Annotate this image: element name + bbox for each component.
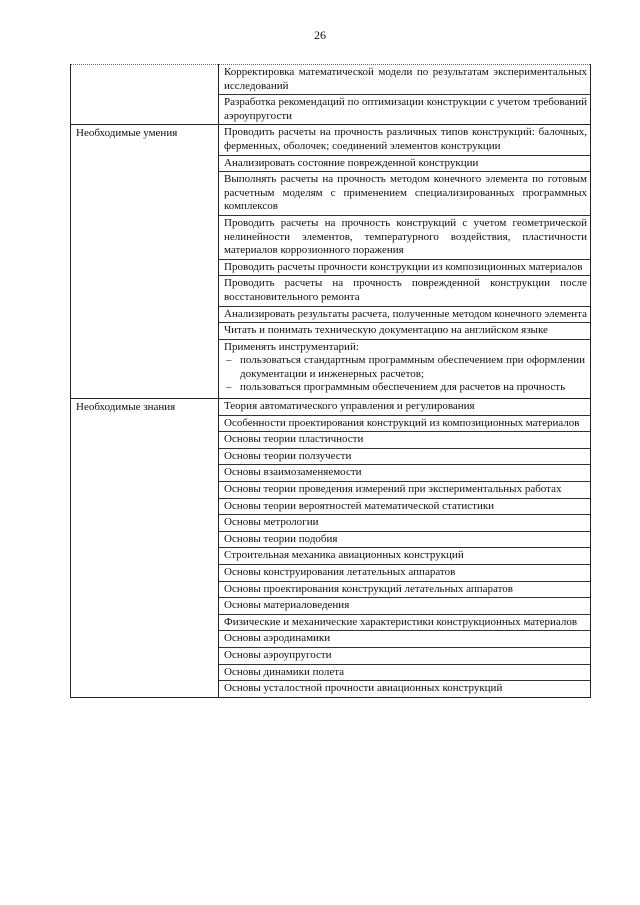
list-item: Основы усталостной прочности авиационных конструкций xyxy=(224,682,503,695)
list-item: Особенности проектирования конструкций из композиционных материалов xyxy=(219,416,590,433)
list-item: Основы теории ползучести xyxy=(219,449,590,466)
list-item: Основы теории подобия xyxy=(219,532,590,549)
list-item: Основы аэроупругости xyxy=(219,648,590,665)
list-item: Основы конструирования летательных аппаратов xyxy=(219,565,590,582)
list-item: Проводить расчеты на прочность поврежденной конструкции после восстановительного ремонта xyxy=(219,276,590,306)
list-item: Разработка рекомендаций по оптимизации конструкции с учетом требований аэроупругости xyxy=(224,96,587,122)
bullet-item xyxy=(224,381,587,395)
list-item: Проводить расчеты на прочность различных типов конструкций: балочных, ферменных, оболочек; соединений элементов конструкции xyxy=(219,125,590,155)
list-item: Корректировка математической модели по результатам экспериментальных исследований xyxy=(219,65,590,95)
tools-intro: Применять инструментарий: xyxy=(224,340,359,353)
list-item: Анализировать состояние поврежденной конструкции xyxy=(219,156,590,173)
bullet-item xyxy=(224,354,587,381)
table-row xyxy=(71,125,591,399)
list-item: Анализировать результаты расчета, полученные методом конечного элемента xyxy=(219,307,590,324)
page-number: 26 xyxy=(314,28,326,42)
list-item: Основы теории вероятностей математической статистики xyxy=(219,499,590,516)
list-item: Основы проектирования конструкций летательных аппаратов xyxy=(219,582,590,599)
list-item: Основы динамики полета xyxy=(219,665,590,682)
list-item: Строительная механика авиационных конструкций xyxy=(219,548,590,565)
list-item: Основы материаловедения xyxy=(219,598,590,615)
row-label xyxy=(71,65,219,125)
table-row xyxy=(71,65,591,125)
row-label: Необходимые умения xyxy=(71,125,219,399)
dash-bullet-icon: – xyxy=(226,354,232,367)
list-item: Читать и понимать техническую документацию на английском языке xyxy=(219,323,590,340)
items-cell xyxy=(219,65,591,125)
items-cell xyxy=(219,125,591,399)
list-item: Основы теории проведения измерений при экспериментальных работах xyxy=(219,482,590,499)
table-row xyxy=(71,399,591,698)
items-cell xyxy=(219,399,591,698)
bullet-text: пользоваться стандартным программным обеспечением при оформлении документации и инженерных расчетов; xyxy=(240,354,585,380)
list-item: Теория автоматического управления и регулирования xyxy=(219,399,590,416)
list-item: Проводить расчеты прочности конструкции из композиционных материалов xyxy=(219,260,590,277)
list-item: Основы аэродинамики xyxy=(219,631,590,648)
list-item: Основы метрологии xyxy=(219,515,590,532)
row-label: Необходимые знания xyxy=(71,399,219,698)
list-item: Основы теории пластичности xyxy=(219,432,590,449)
bullet-list xyxy=(224,354,587,395)
dash-bullet-icon: – xyxy=(226,381,232,394)
tools-list-item xyxy=(219,340,590,398)
list-item: Проводить расчеты на прочность конструкций с учетом геометрической нелинейности элементов, температурного воздействия, пластичности материалов коррозионного поражения xyxy=(219,216,590,260)
list-item: Основы взаимозаменяемости xyxy=(219,465,590,482)
bullet-text: пользоваться программным обеспечением для расчетов на прочность xyxy=(240,381,566,394)
list-item: Физические и механические характеристики конструкционных материалов xyxy=(219,615,590,632)
requirements-table xyxy=(70,64,591,698)
list-item: Выполнять расчеты на прочность методом конечного элемента по готовым расчетным моделям с применением специализированных программных комплексов xyxy=(219,172,590,216)
